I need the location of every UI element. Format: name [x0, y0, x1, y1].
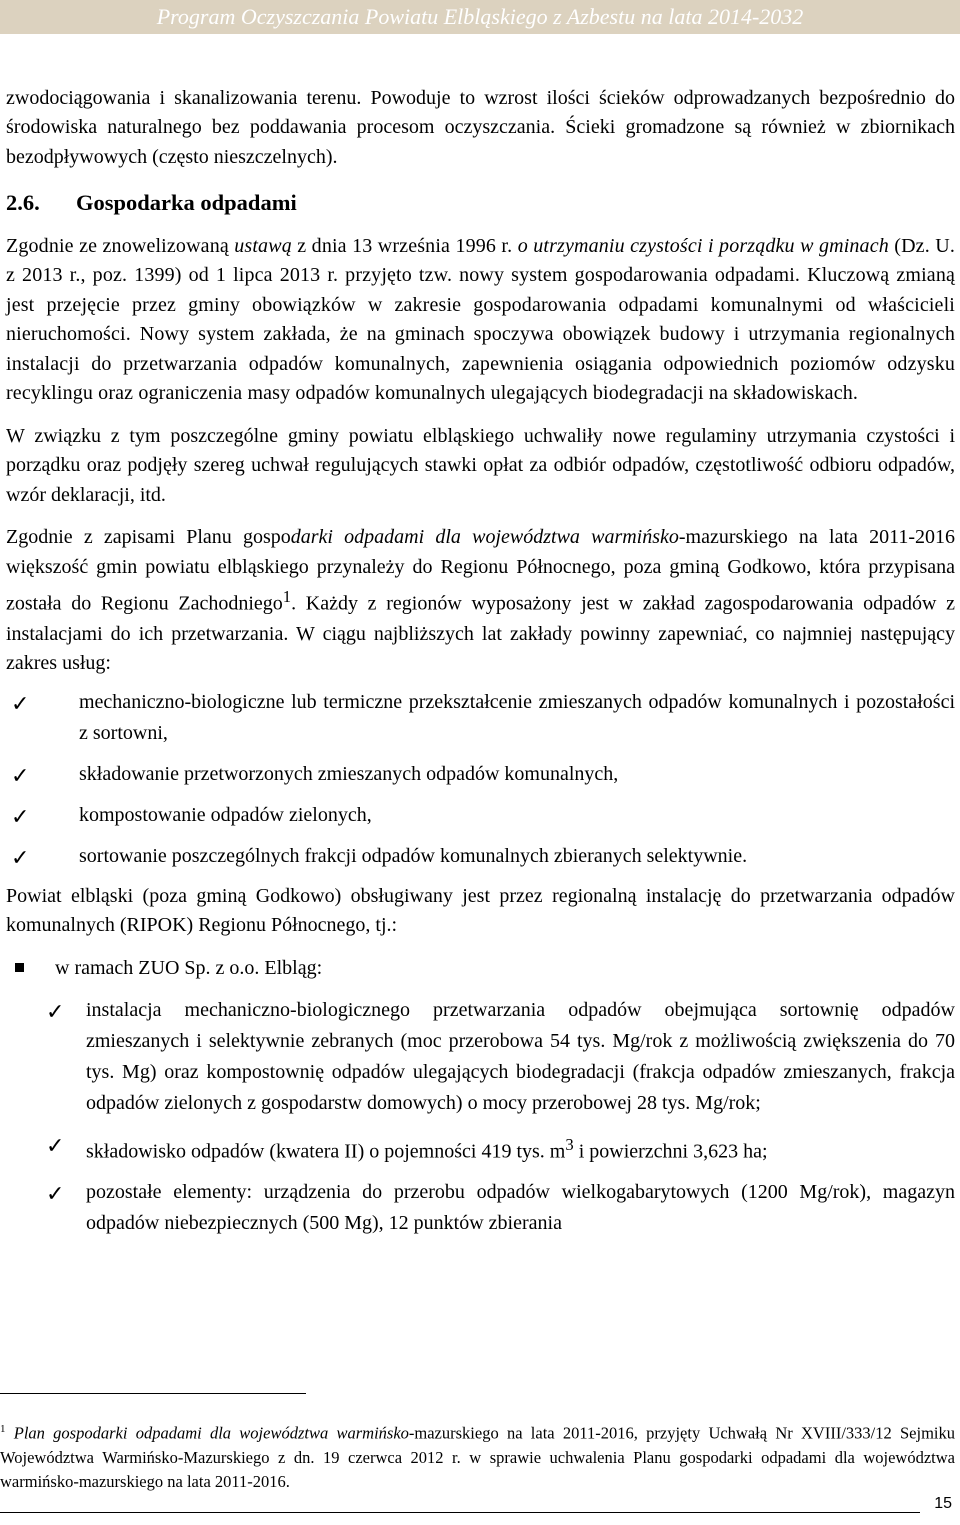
text-span: z dnia 13 września 1996 r. — [291, 234, 518, 257]
check-icon: ✓ — [46, 1181, 65, 1207]
paragraph-regions — [6, 523, 955, 678]
list-item-text: składowisko odpadów (kwatera II) o pojemności 419 tys. m — [86, 1140, 566, 1163]
text-span: . Każdy z regionów wyposażony jest w zakład zagospodarowania odpadów z instalacjami do ich przetwarzania. W ciągu najbliższych lat zakłady powinny zapewniać, co najmniej następujący zakres usług: — [6, 593, 955, 675]
footnote — [0, 1417, 955, 1494]
list-item-text: sortowanie poszczególnych frakcji odpadów komunalnych zbieranych selektywnie. — [79, 844, 748, 867]
italic-span: ustawą — [234, 234, 292, 257]
footnote-marker: 1 — [0, 1423, 6, 1435]
list-item — [6, 687, 955, 749]
italic-span: darki odpadami dla województwa warmińsko — [290, 526, 679, 549]
footer-rule — [0, 1512, 920, 1513]
zuo-label: w ramach ZUO Sp. z o.o. Elbląg: — [55, 956, 323, 979]
check-icon: ✓ — [11, 803, 30, 829]
list-item-text: mechaniczno-biologiczne lub termiczne przekształcenie zmieszanych odpadów komunalnych i pozostałości z sortowni, — [79, 690, 955, 744]
page-number: 15 — [934, 1495, 952, 1512]
intro-paragraph: zwodociągowania i skanalizowania terenu. Powoduje to wzrost ilości ścieków odprowadzanych bezpośrednio do środowiska naturalnego bez poddawania procesom oczyszczania. Ścieki gromadzone są również w zbiornikach bezodpływowych (często nieszczelnych). — [6, 87, 955, 168]
footnote-separator — [0, 1393, 306, 1394]
header-title: Program Oczyszczania Powiatu Elbląskiego z Azbestu na lata 2014-2032 — [156, 4, 804, 29]
list-item-text: składowanie przetworzonych zmieszanych odpadów komunalnych, — [79, 762, 619, 785]
list-item — [6, 759, 955, 790]
page-header — [0, 0, 960, 34]
list-item-text: instalacja mechaniczno-biologicznego przetwarzania odpadów obejmująca sortownię odpadów zmieszanych i selektywnie zebranych (moc przerobowa 54 tys. Mg/rok z możliwością zwiększenia do 70 tys. Mg) oraz kompostownię odpadów ulegających biodegradacji (frakcja odpadów zmieszanych, frakcja odpadów zielonych z gospodarstw domowych) o mocy przerobowej 28 tys. Mg/rok; — [86, 998, 955, 1114]
text-span: Zgodnie ze znowelizowaną — [6, 234, 235, 257]
list-item — [6, 1177, 955, 1239]
text-span: Zgodnie z zapisami Planu gospo — [6, 526, 291, 549]
paragraph-ripok: Powiat elbląski (poza gminą Godkowo) obsługiwany jest przez regionalną instalację do przetwarzania odpadów komunalnych (RIPOK) Regionu Północnego, tj.: — [6, 884, 955, 937]
text-span: -mazurskiego na lata 2011-2016, przyjęty Uchwałą Nr XVIII/333/12 Sejmiku Województwa Warmińsko-Mazurskiego z dn. 19 czerwca 2012 r. w sprawie uchwalenia Planu gospodarki odpadami dla województwa warmińsko-mazurskiego na lata 2011-2016. — [0, 1423, 955, 1491]
paragraph-new-system — [6, 232, 955, 409]
text-span: -mazurskiego na lata 2011-2016 większość gmin powiatu elbląskiego przynależy do Regionu Północnego, poza gminą Godkowo, która przypisana została do Regionu Zachodniego — [6, 526, 955, 616]
services-list — [6, 687, 955, 872]
square-bullet-icon — [15, 963, 24, 972]
footnote-reference: 1 — [282, 587, 292, 607]
list-item-text: pozostałe elementy: urządzenia do przerobu odpadów wielkogabarytowych (1200 Mg/rok), magazyn odpadów niebezpiecznych (500 Mg), 12 punktów zbierania — [86, 1181, 955, 1235]
list-item-text: kompostowanie odpadów zielonych, — [79, 803, 372, 826]
text-span: (Dz. U. z 2013 r., poz. 1399) od 1 lipca 2013 r. przyjęto tzw. nowy system gospodarowania odpadami. Kluczową zmianą jest przejęcie przez gminy obowiązków w zakresie gospodarowania odpadami komunalnymi od właścicieli nieruchomości. Nowy system zakłada, że na gminach spoczywa obowiązek budowy i utrzymania regionalnych instalacji do przetwarzania odpadów komunalnych, zapewnienia osiągania odpowiednich poziomów odzysku recyklingu oraz ograniczenia masy odpadów komunalnych ulegających biodegradacji na składowiskach. — [6, 234, 955, 405]
italic-span: o utrzymaniu czystości i porządku w gminach — [517, 234, 889, 257]
section-number: 2.6. — [6, 189, 40, 215]
paragraph-regulations: W związku z tym poszczególne gminy powiatu elbląskiego uchwaliły nowe regulaminy utrzymania czystości i porządku oraz podjęły szereg uchwał regulujących stawki opłat za odbiór odpadów, częstotliwość odbioru odpadów, wzór deklaracji, itd. — [6, 424, 955, 506]
list-item — [6, 1129, 955, 1168]
list-item — [6, 800, 955, 831]
superscript: 3 — [565, 1134, 574, 1154]
italic-span: Plan gospodarki odpadami dla województwa warmińsko — [13, 1423, 409, 1443]
list-item — [6, 841, 955, 872]
check-icon: ✓ — [11, 844, 30, 870]
page-body — [6, 84, 955, 1249]
check-icon: ✓ — [11, 762, 30, 788]
check-icon: ✓ — [46, 998, 65, 1024]
check-icon: ✓ — [46, 1132, 65, 1158]
section-heading — [6, 188, 955, 218]
list-item — [6, 995, 955, 1119]
zuo-list — [6, 995, 955, 1240]
zuo-heading — [6, 953, 955, 983]
section-title: Gospodarka odpadami — [76, 189, 297, 215]
check-icon: ✓ — [11, 690, 30, 716]
list-item-text: i powierzchni 3,623 ha; — [573, 1140, 768, 1163]
